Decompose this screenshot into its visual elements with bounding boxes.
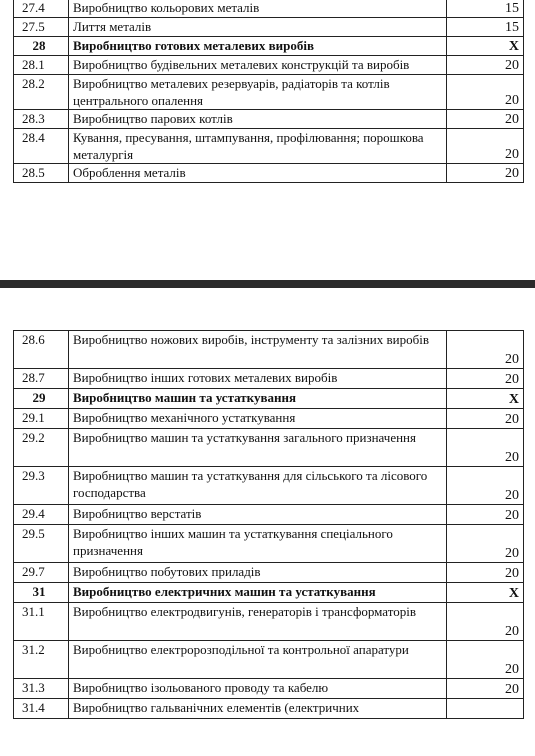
row-rate: 20 [447, 331, 524, 369]
row-name: Виробництво машин та устаткування загального призначення [69, 429, 447, 467]
row-name: Виробництво інших готових металевих виробів [69, 369, 447, 389]
table-row [14, 641, 524, 679]
row-code: 31.2 [14, 641, 69, 679]
table-row [14, 110, 524, 129]
row-rate: 15 [447, 18, 524, 37]
row-code: 28.3 [14, 110, 69, 129]
row-code: 28 [14, 37, 69, 56]
table-row [14, 679, 524, 699]
table-row [14, 18, 524, 37]
table-row [14, 369, 524, 389]
row-name: Виробництво машин та устаткування для сільського та лісового господарства [69, 467, 447, 505]
row-code: 28.1 [14, 56, 69, 75]
table-row [14, 525, 524, 563]
table-row [14, 37, 524, 56]
table-row [14, 331, 524, 369]
row-rate [447, 699, 524, 719]
table-row [14, 129, 524, 164]
row-rate: Х [447, 583, 524, 603]
table-row [14, 505, 524, 525]
row-rate: 20 [447, 505, 524, 525]
table-row [14, 389, 524, 409]
table-row [14, 56, 524, 75]
row-rate: 20 [447, 603, 524, 641]
row-name: Виробництво будівельних металевих конструкцій та виробів [69, 56, 447, 75]
table-row [14, 409, 524, 429]
row-rate: 20 [447, 429, 524, 467]
row-code: 28.6 [14, 331, 69, 369]
row-name: Виробництво інших машин та устаткування спеціального призначення [69, 525, 447, 563]
table-top [13, 0, 524, 183]
table-row [14, 699, 524, 719]
table-row [14, 75, 524, 110]
row-name: Виробництво металевих резервуарів, радіаторів та котлів центрального опалення [69, 75, 447, 110]
row-rate: 20 [447, 110, 524, 129]
table-bottom [13, 330, 524, 719]
page-separator [0, 280, 535, 288]
row-name: Оброблення металів [69, 164, 447, 183]
row-name: Виробництво готових металевих виробів [69, 37, 447, 56]
table-row [14, 429, 524, 467]
row-name: Виробництво ножових виробів, інструменту та залізних виробів [69, 331, 447, 369]
row-rate: 20 [447, 641, 524, 679]
row-rate: 20 [447, 369, 524, 389]
row-code: 31.4 [14, 699, 69, 719]
row-code: 29.5 [14, 525, 69, 563]
table-row [14, 603, 524, 641]
activity-table-1 [13, 0, 524, 183]
row-rate: Х [447, 37, 524, 56]
row-code: 29.3 [14, 467, 69, 505]
row-name: Виробництво ізольованого проводу та кабелю [69, 679, 447, 699]
row-name: Лиття металів [69, 18, 447, 37]
table-row [14, 164, 524, 183]
row-rate: 20 [447, 679, 524, 699]
row-code: 28.7 [14, 369, 69, 389]
row-rate: 20 [447, 75, 524, 110]
row-code: 29.4 [14, 505, 69, 525]
row-code: 27.4 [14, 0, 69, 18]
row-code: 31.1 [14, 603, 69, 641]
table-row [14, 467, 524, 505]
row-name: Виробництво гальванічних елементів (електричних [69, 699, 447, 719]
table-row [14, 0, 524, 18]
row-name: Виробництво електричних машин та устаткування [69, 583, 447, 603]
row-code: 28.5 [14, 164, 69, 183]
row-rate: 20 [447, 129, 524, 164]
row-code: 28.4 [14, 129, 69, 164]
row-code: 31.3 [14, 679, 69, 699]
row-code: 29.1 [14, 409, 69, 429]
row-code: 29 [14, 389, 69, 409]
row-rate: 20 [447, 164, 524, 183]
row-rate: 20 [447, 409, 524, 429]
row-code: 28.2 [14, 75, 69, 110]
row-code: 27.5 [14, 18, 69, 37]
table-row [14, 563, 524, 583]
row-name: Виробництво побутових приладів [69, 563, 447, 583]
row-rate: Х [447, 389, 524, 409]
row-code: 29.7 [14, 563, 69, 583]
row-rate: 20 [447, 525, 524, 563]
row-rate: 15 [447, 0, 524, 18]
row-rate: 20 [447, 467, 524, 505]
row-code: 29.2 [14, 429, 69, 467]
row-name: Виробництво електродвигунів, генераторів і трансформаторів [69, 603, 447, 641]
row-name: Виробництво парових котлів [69, 110, 447, 129]
row-code: 31 [14, 583, 69, 603]
row-rate: 20 [447, 56, 524, 75]
table-row [14, 583, 524, 603]
row-name: Виробництво машин та устаткування [69, 389, 447, 409]
row-name: Виробництво верстатів [69, 505, 447, 525]
row-name: Виробництво кольорових металів [69, 0, 447, 18]
row-name: Кування, пресування, штампування, профілювання; порошкова металургія [69, 129, 447, 164]
activity-table-2 [13, 330, 524, 719]
row-name: Виробництво електророзподільної та контрольної апаратури [69, 641, 447, 679]
row-name: Виробництво механічного устаткування [69, 409, 447, 429]
row-rate: 20 [447, 563, 524, 583]
